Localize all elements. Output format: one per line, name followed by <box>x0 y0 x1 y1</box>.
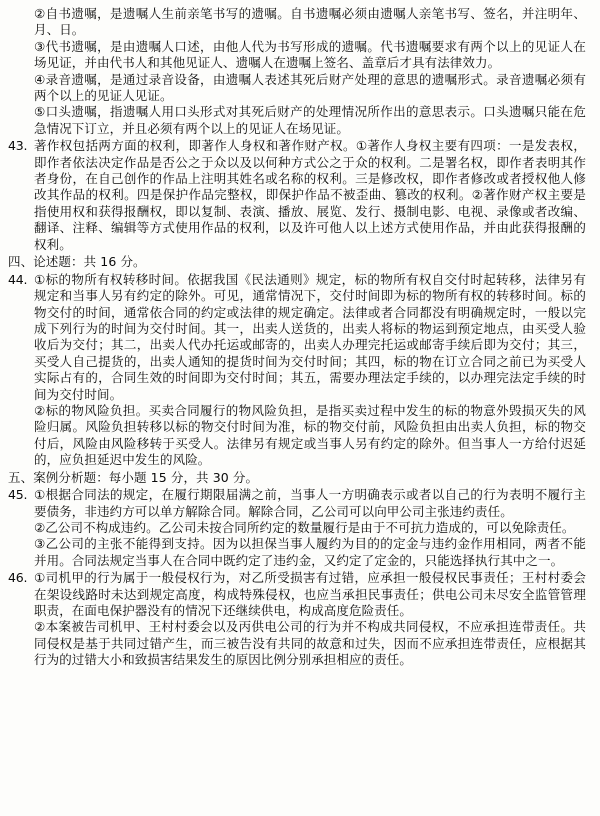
paragraph: 著作权包括两方面的权利，即著作人身权和著作财产权。①著作人身权主要有四项：一是发表权，即作者依法决定作品是否公之于众以及以何种方式公之于众的权利。二是署名权，即作者表明其作者身份，在自己创作的作品上注明其姓名或名称的权利。三是修改权，即作者修改或者授权他人修改其作品的权利。四是保护作品完整权，即保护作品不被歪曲、篡改的权利。②著作财产权主要是指使用权和获得报酬权，即以复制、表演、播放、展览、发行、摄制电影、电视、录像或者改编、翻译、注释、编辑等方式使用作品的权利，以及许可他人以上述方式使用作品，并由此获得报酬的权利。 <box>34 138 586 252</box>
item-number: 44. <box>8 271 28 287</box>
answer-block <box>8 138 586 253</box>
answer-body <box>34 138 586 253</box>
paragraph: ①根据合同法的规定，在履行期限届满之前，当事人一方明确表示或者以自己的行为表明不履行主要债务，非违约方可以单方解除合同。解除合同，乙公司可以向甲公司主张违约责任。 <box>34 487 586 519</box>
answer-body <box>34 6 586 137</box>
paragraph: ②自书遗嘱，是遗嘱人生前亲笔书写的遗嘱。自书遗嘱必须由遗嘱人亲笔书写、签名，并注明年、月、日。 <box>34 6 586 38</box>
paragraph: ③代书遗嘱，是由遗嘱人口述，由他人代为书写形成的遗嘱。代书遗嘱要求有两个以上的见证人在场见证，并由代书人和其他见证人、遗嘱人在遗嘱上签名、盖章后才具有法律效力。 <box>34 38 586 71</box>
paragraph: ④录音遗嘱，是通过录音设备，由遗嘱人表述其死后财产处理的意思的遗嘱形式。录音遗嘱必须有两个以上的见证人见证。 <box>34 71 586 104</box>
paragraph: ②标的物风险负担。买卖合同履行的物风险负担，是指买卖过程中发生的标的物意外毁损灭失的风险归属。风险负担转移以标的物交付时间为准，标的物交付前，风险负担由出卖人负担，标的物交付后，风险由风险移转于买受人。法律另有规定或当事人另有约定的除外。但当事人一方给付迟延的，应负担延迟中发生的风险。 <box>34 402 586 468</box>
paragraph: ①司机甲的行为属于一般侵权行为，对乙所受损害有过错，应承担一般侵权民事责任；王村村委会在架设线路时未达到规定高度，构成特殊侵权，也应当承担民事责任；供电公司未尽安全监管管理职责，在面电保护器没有的情况下还继续供电，构成高度危险责任。 <box>34 570 586 618</box>
answer-block <box>8 272 586 469</box>
answer-body <box>34 570 586 668</box>
answer-body <box>34 272 586 469</box>
answer-block <box>8 487 586 569</box>
paragraph: ②本案被告司机甲、王村村委会以及丙供电公司的行为并不构成共同侵权，不应承担连带责任。共同侵权是基于共同过错产生，而三被告没有共同的故意和过失，因而不应承担连带责任，应根据其行为的过错大小和致损害结果发生的原因比例分别承担相应的责任。 <box>34 619 586 668</box>
paragraph: ③乙公司的主张不能得到支持。因为以担保当事人履约为目的的定金与违约金作用相同，两者不能并用。合同法规定当事人在合同中既约定了违约金，又约定了定金的，只能选择执行其中之一。 <box>34 536 586 568</box>
section-heading-five: 五、案例分析题：每小题 15 分，共 30 分。 <box>8 469 259 485</box>
paragraph: ①标的物所有权转移时间。依据我国《民法通则》规定，标的物所有权自交付时起转移，法律另有规定和当事人另有约定的除外。可见，通常情况下，交付时间即为标的物所有权的转移时间。标的物交付的时间，通常依合同的约定或法律的规定确定。法律或者合同都没有明确规定时，一般以完成下列行为的时间为交付时间。其一，出卖人送货的，出卖人将标的物运到预定地点，由买受人验收后为交付；其二，出卖人代办托运或邮寄的，出卖人办理完托运或邮寄手续后即为交付；其三，买受人自己提货的，出卖人通知的提货时间为交付时间；其四，标的物在订立合同之前已为买受人实际占有的，合同生效的时间即为交付时间；其五，需要办理法定手续的，以办理完法定手续的时间为交付时间。 <box>34 271 586 402</box>
answer-block <box>8 6 586 137</box>
answer-body <box>34 487 586 569</box>
answer-block <box>8 570 586 668</box>
section-heading-four: 四、论述题：共 16 分。 <box>8 254 146 270</box>
item-number: 43. <box>8 138 28 154</box>
paragraph: ②乙公司不构成违约。乙公司未按合同所约定的数量履行是由于不可抗力造成的，可以免除责任。 <box>34 519 575 535</box>
paragraph: ⑤口头遗嘱，指遗嘱人用口头形式对其死后财产的处理情况所作出的意思表示。口头遗嘱只能在危急情况下订立，并且必须有两个以上的见证人在场见证。 <box>34 104 586 136</box>
item-number: 45. <box>8 487 28 503</box>
item-number: 46. <box>8 570 28 586</box>
